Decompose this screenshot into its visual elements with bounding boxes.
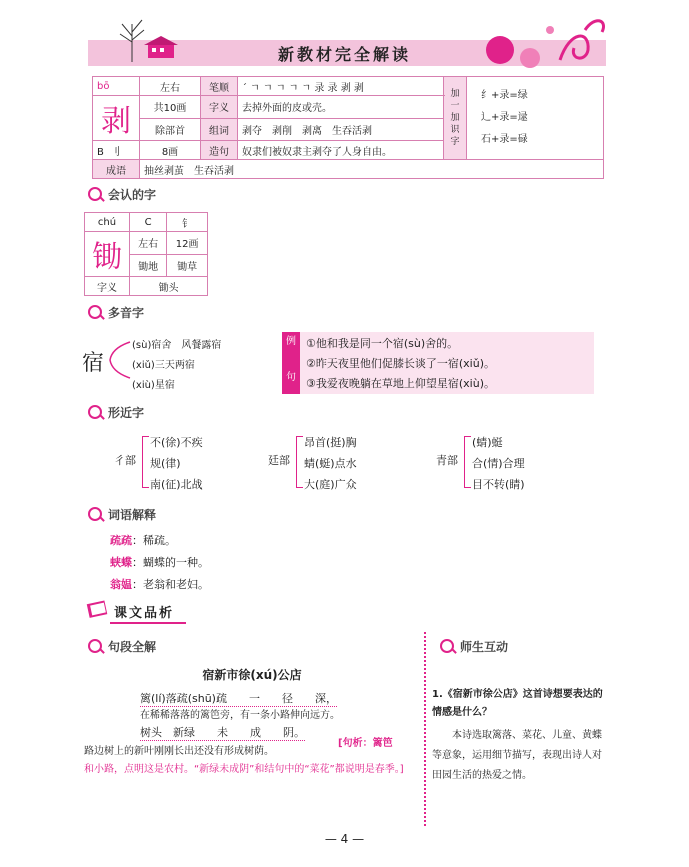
reading-item: (xiǔ)三天两宿 — [132, 360, 195, 371]
recog-radical: 钅 — [167, 213, 208, 232]
magnifier-icon — [88, 405, 104, 421]
reading-item: (sù)宿舍 风餐露宿 — [132, 340, 222, 351]
column-divider — [424, 632, 430, 826]
recog-strokes: 12画 — [167, 232, 208, 255]
group-item: 规(律) — [150, 457, 181, 470]
char-table — [92, 76, 604, 179]
lesson-banner: 课文品析 — [114, 606, 175, 621]
glossary-term: 疏疏 — [110, 534, 132, 547]
stroke-order: ˊ ㄱ ㄱ ㄱ ㄱ ㄱ 录 录 剥 剥 — [238, 77, 444, 96]
page-header-title: 新教材完全解读 — [277, 45, 411, 64]
example-label-2: 句 — [286, 372, 296, 383]
group-item: 目不转(睛) — [472, 478, 525, 491]
sentence-label: 造句 — [201, 141, 238, 160]
example-sentences — [306, 334, 495, 394]
bracket — [142, 436, 149, 488]
recog-index: C — [130, 213, 167, 232]
poem-line2-trans: 路边树上的新叶刚刚长出还没有形成树荫。 — [84, 746, 274, 757]
group1-list — [150, 432, 203, 495]
side-item: 纟+录=绿 — [481, 90, 528, 101]
brace-icon — [106, 338, 132, 382]
meaning-label: 字义 — [201, 96, 238, 119]
section-title: 会认的字 — [108, 188, 157, 202]
section-similar — [88, 404, 144, 421]
glossary-def: ：蝴蝶的一种。 — [132, 556, 209, 569]
magnifier-icon — [88, 187, 104, 203]
example-sentence: ①他和我是同一个宿(sù)舍的。 — [306, 337, 459, 350]
group-item: 昂首(挺)胸 — [304, 436, 357, 449]
analysis-text: 和小路，点明这是农村。“新绿未成阴”和结句中的“菜花”都说明是春季。] — [84, 764, 404, 775]
recog-word1: 锄地 — [130, 254, 167, 277]
bracket — [296, 436, 303, 488]
glossary-list — [110, 530, 209, 596]
char-pinyin: bō — [93, 77, 140, 96]
group-item: 南(征)北战 — [150, 478, 203, 491]
example-label — [282, 332, 300, 394]
group-item: (蜻)蜓 — [472, 436, 503, 449]
glossary-def: ：稀疏。 — [132, 534, 176, 547]
section-glossary — [88, 506, 156, 523]
polyphone-readings — [132, 336, 221, 396]
glossary-def: ：老翁和老妇。 — [132, 578, 209, 591]
char-radical-name: 除部首 — [140, 118, 201, 141]
group-item: 不(徐)不疾 — [150, 436, 203, 449]
example-sentence: ②昨天夜里他们促膝长谈了一宿(xiǔ)。 — [306, 357, 495, 370]
interaction-answer: 本诗选取篱落、菜花、儿童、黄蝶等意象，运用细节描写，表现出诗人对田园生活的热爱之情。 — [432, 730, 602, 781]
section-recognize — [88, 186, 156, 203]
reading-item: (xiù)星宿 — [132, 380, 175, 391]
group2-list — [304, 432, 357, 495]
recog-meaning: 锄头 — [130, 277, 208, 296]
stroke-label: 笔顺 — [201, 77, 238, 96]
char-index — [93, 141, 140, 160]
char-sentence: 奴隶们被奴隶主剥夺了人身自由。 — [238, 141, 444, 160]
section-polyphone — [88, 304, 144, 321]
polyphone-char: 宿 — [82, 351, 105, 376]
example-sentence: ③我爱夜晚躺在草地上仰望星宿(xiù)。 — [306, 377, 495, 390]
section-title: 形近字 — [108, 406, 145, 420]
side-item: 石+录=碌 — [481, 134, 528, 145]
group3-label: 青部 — [436, 454, 458, 467]
recog-word2: 锄草 — [167, 254, 208, 277]
char-structure: 左右 — [140, 77, 201, 96]
section-title: 句段全解 — [108, 640, 157, 654]
glossary-item — [110, 530, 209, 552]
main-char: 剥 — [93, 96, 140, 141]
poem-line1-trans: 在稀稀落落的篱笆旁，有一条小路伸向远方。 — [140, 710, 340, 721]
magnifier-icon — [88, 507, 104, 523]
recog-pinyin: chú — [85, 213, 130, 232]
example-label-1: 例 — [286, 336, 296, 347]
index-radical: 刂 — [110, 146, 121, 158]
group1-label: 彳部 — [114, 454, 136, 467]
analysis-first: 篱笆 — [372, 738, 393, 749]
section-title: 师生互动 — [460, 640, 509, 654]
page-number: — 4 — — [324, 832, 365, 846]
bracket — [464, 436, 471, 488]
glossary-term: 翁媪 — [110, 578, 132, 591]
poem-title: 宿新市徐(xú)公店 — [202, 668, 302, 682]
group-item: 蜻(蜓)点水 — [304, 457, 357, 470]
recog-char: 锄 — [85, 232, 130, 277]
side-item: 辶+录=逯 — [481, 112, 528, 123]
glossary-item — [110, 574, 209, 596]
interaction-question: 1.《宿新市徐公店》这首诗想要表达的情感是什么？ — [432, 689, 603, 718]
magnifier-icon — [440, 639, 456, 655]
analysis-label — [338, 734, 393, 749]
recog-meaning-label: 字义 — [85, 277, 130, 296]
section-title: 词语解释 — [108, 508, 157, 522]
analysis-label-text: [句析： — [338, 738, 373, 749]
banner-underline — [110, 622, 186, 624]
radical-strokes: 8画 — [140, 141, 201, 160]
glossary-term: 蛱蝶 — [110, 556, 132, 569]
book-icon — [86, 598, 110, 620]
group-item: 合(情)合理 — [472, 457, 525, 470]
magnifier-icon — [88, 639, 104, 655]
words-label: 组词 — [201, 118, 238, 141]
poem-line1: 篱(lí)落疏(shū)疏 一 径 深， — [140, 692, 337, 705]
section-interaction — [440, 638, 508, 655]
recog-structure: 左右 — [130, 232, 167, 255]
side-label: 加一加识字 — [444, 77, 467, 160]
recog-table — [84, 212, 208, 296]
group-item: 大(庭)广众 — [304, 478, 357, 491]
idiom-label: 成语 — [93, 160, 140, 179]
poem-line2: 树头 新绿 未 成 阴。 — [140, 726, 305, 739]
char-idiom: 抽丝剥茧 生吞活剥 — [140, 160, 604, 179]
char-words: 剥夺 剥削 剥离 生吞活剥 — [238, 118, 444, 141]
section-analysis — [88, 638, 156, 655]
char-meaning: 去掉外面的皮或壳。 — [238, 96, 444, 119]
char-count: 共10画 — [140, 96, 201, 119]
magnifier-icon — [88, 305, 104, 321]
side-items — [467, 77, 604, 160]
index-letter: B — [97, 146, 104, 158]
section-title: 多音字 — [108, 306, 145, 320]
group2-label: 廷部 — [268, 454, 290, 467]
group3-list — [472, 432, 525, 495]
glossary-item — [110, 552, 209, 574]
